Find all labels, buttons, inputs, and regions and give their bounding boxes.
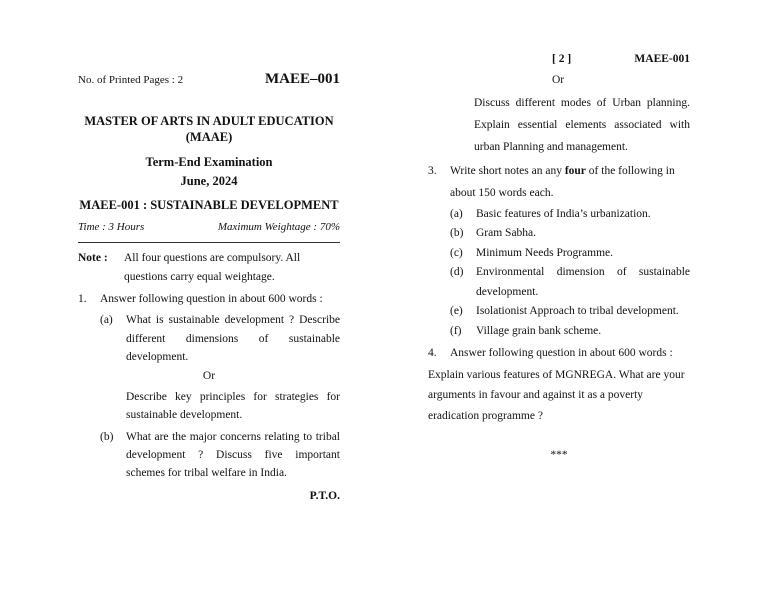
- instructions-note: [78, 249, 340, 286]
- sub-question-label: (a): [100, 314, 113, 327]
- sub-question-text: What is sustainable development ? Describe different dimensions of sustainable development.: [126, 314, 340, 364]
- please-turn-over: P.T.O.: [309, 489, 340, 502]
- question-text: Answer following question in about 600 words :: [100, 292, 323, 305]
- time-allowed: Time : 3 Hours: [78, 221, 145, 234]
- exam-title: Term-End Examination: [145, 154, 273, 169]
- question-number: 1.: [78, 292, 87, 305]
- short-note-label: (b): [450, 227, 464, 240]
- short-note-text: Minimum Needs Programme.: [476, 246, 614, 259]
- short-note-text: Environmental dimension of sustainable development.: [476, 266, 690, 298]
- short-note-item: [428, 224, 690, 244]
- printed-pages-count: No. of Printed Pages : 2: [78, 74, 184, 86]
- note-text: All four questions are compulsory. All questions carry equal weightage.: [124, 252, 301, 283]
- question-text-part: of the following in about 150 words each.: [450, 164, 675, 199]
- exam-date: June, 2024: [180, 174, 238, 189]
- question-text: [450, 161, 690, 205]
- note-label: Note :: [78, 252, 108, 265]
- question-1a: [78, 311, 340, 366]
- time-weightage-row: [78, 221, 340, 243]
- short-note-label: (c): [450, 246, 463, 259]
- page-header: [428, 52, 690, 70]
- question-number: 3.: [428, 164, 437, 177]
- question-number: 4.: [428, 347, 437, 360]
- paper-title: MAEE-001 : SUSTAINABLE DEVELOPMENT: [79, 197, 339, 212]
- question-1a-alternative: Describe key principles for strategies for sustainable development.: [126, 390, 340, 422]
- question-4: [428, 343, 690, 365]
- question-text-emphasis: four: [564, 164, 586, 177]
- question-3: [428, 161, 690, 205]
- max-weightage: Maximum Weightage : 70%: [217, 221, 340, 234]
- short-note-item: [428, 322, 690, 342]
- question-4-body: Explain various features of MGNREGA. What are your arguments in favour and against it as a poverty eradication programme ?: [428, 369, 685, 422]
- end-of-paper-mark: ***: [550, 448, 568, 461]
- short-note-item: [428, 263, 690, 302]
- short-note-label: (f): [450, 324, 462, 337]
- page-two: [428, 52, 690, 462]
- page-header: [78, 60, 340, 96]
- question-text-part: Write short notes an any: [450, 164, 565, 177]
- short-note-label: (e): [450, 305, 463, 318]
- short-note-item: [428, 205, 690, 225]
- short-note-text: Isolationist Approach to tribal development.: [476, 305, 679, 318]
- short-note-item: [428, 244, 690, 264]
- short-note-text: Village grain bank scheme.: [476, 324, 602, 337]
- sub-question-text: What are the major concerns relating to tribal development ? Discuss five important schemes for tribal welfare in India.: [126, 430, 340, 480]
- or-separator: Or: [202, 370, 216, 383]
- short-note-item: [428, 302, 690, 322]
- question-2-alternative: Discuss different modes of Urban planning. Explain essential elements associated with urban Planning and management.: [474, 97, 690, 154]
- page-one: [78, 60, 340, 503]
- question-text: Answer following question in about 600 words :: [450, 347, 673, 360]
- or-separator: Or: [552, 74, 565, 86]
- short-note-text: Basic features of India’s urbanization.: [476, 207, 651, 220]
- short-note-label: (a): [450, 207, 463, 220]
- question-1b: [78, 428, 340, 483]
- short-note-text: Gram Sabha.: [476, 227, 537, 240]
- course-code: MAEE–001: [265, 71, 340, 87]
- page-number: [ 2 ]: [552, 53, 572, 65]
- sub-question-label: (b): [100, 430, 114, 443]
- question-1: [78, 290, 340, 308]
- short-note-label: (d): [450, 266, 464, 279]
- programme-title: MASTER OF ARTS IN ADULT EDUCATION (MAAE): [84, 114, 334, 145]
- course-code: MAEE-001: [634, 53, 690, 65]
